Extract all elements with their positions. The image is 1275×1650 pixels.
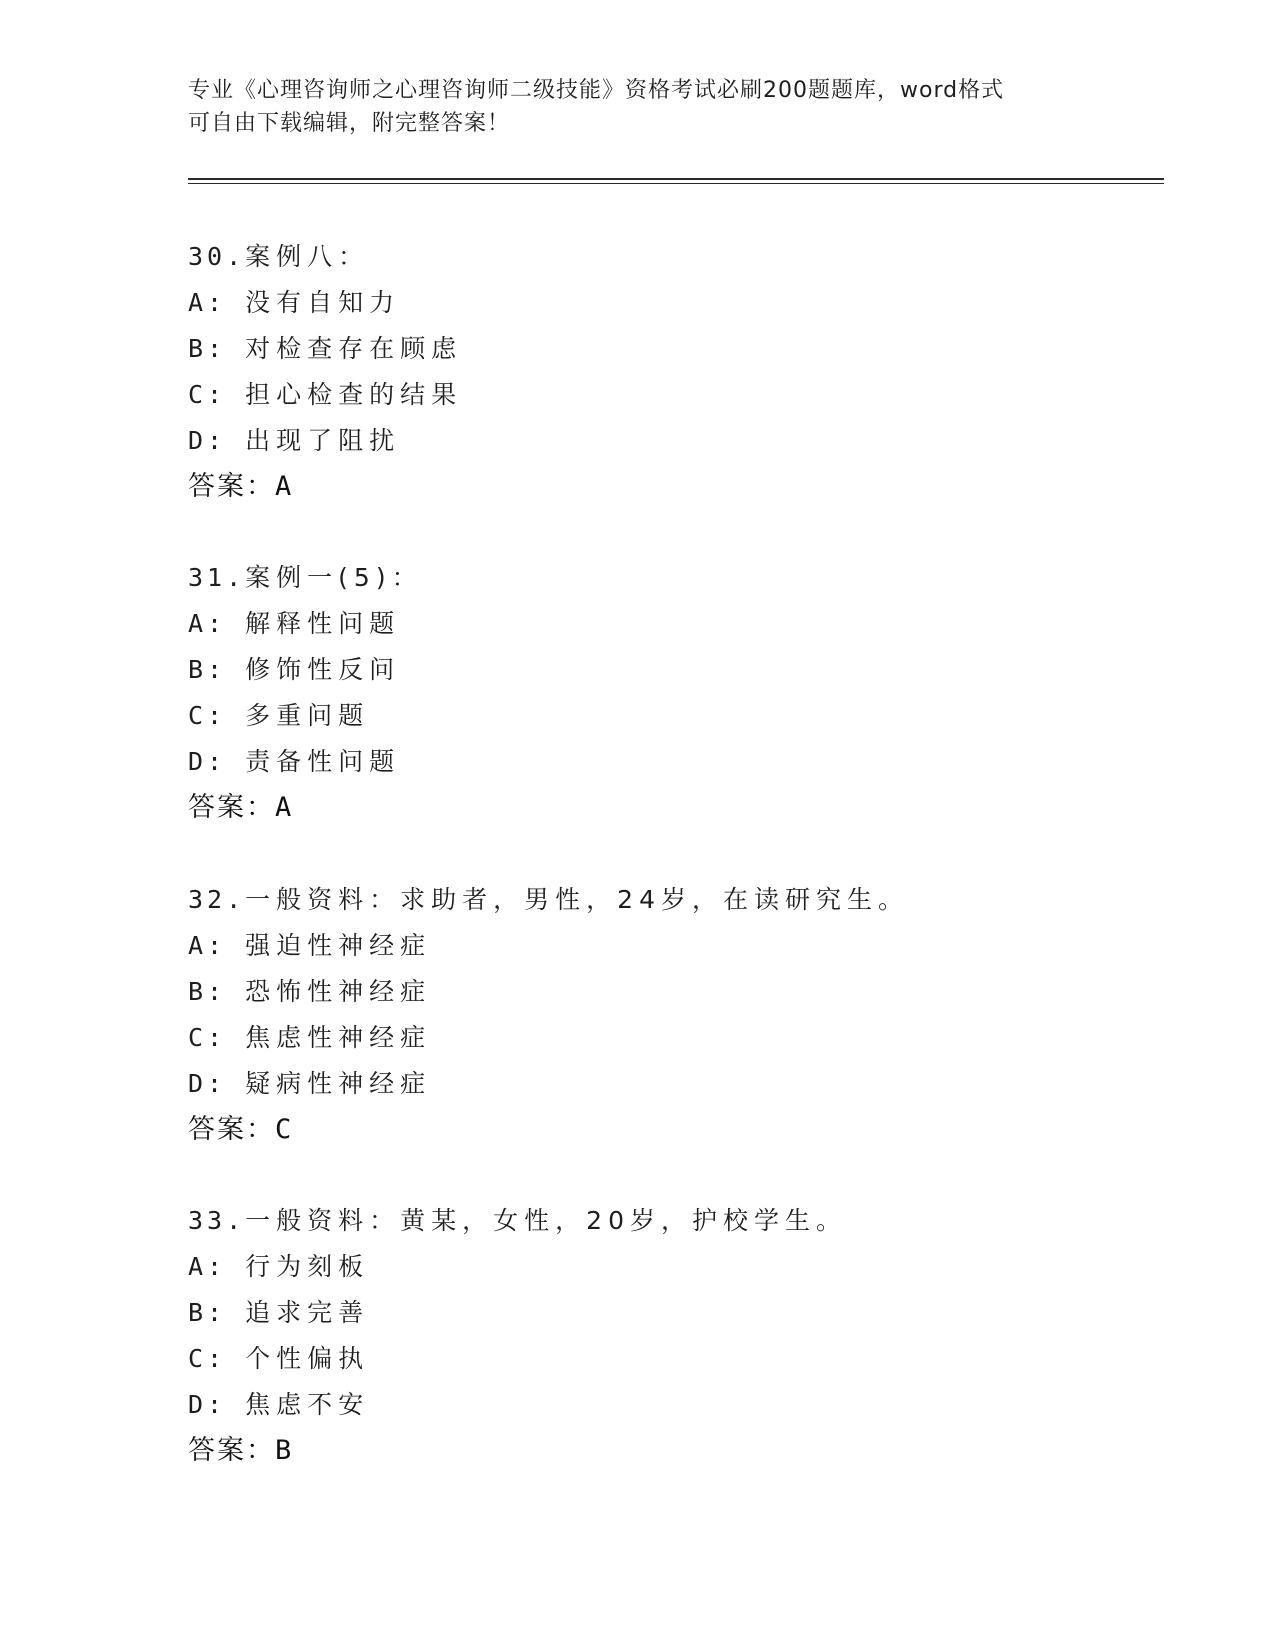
option-b bbox=[188, 969, 1088, 1015]
option-text: 个性偏执 bbox=[245, 1344, 370, 1373]
question-32 bbox=[188, 877, 1088, 1153]
header-divider-thin bbox=[188, 183, 1164, 184]
question-stem bbox=[188, 877, 1088, 923]
option-letter: B: bbox=[188, 977, 227, 1006]
option-letter: B: bbox=[188, 1298, 227, 1327]
answer-line bbox=[188, 1107, 1088, 1153]
option-c bbox=[188, 693, 1088, 739]
question-number: 32. bbox=[188, 885, 246, 914]
question-number: 30. bbox=[188, 242, 246, 271]
option-a bbox=[188, 1244, 1088, 1290]
option-a bbox=[188, 280, 1088, 326]
question-number: 33. bbox=[188, 1206, 246, 1235]
option-letter: C: bbox=[188, 701, 227, 730]
document-header bbox=[188, 74, 1068, 140]
answer-label: 答案： bbox=[188, 1435, 275, 1466]
header-line-1: 专业《心理咨询师之心理咨询师二级技能》资格考试必刷200题题库，word格式 bbox=[188, 78, 1005, 103]
question-30 bbox=[188, 234, 1088, 510]
option-b bbox=[188, 647, 1088, 693]
header-divider-thick bbox=[188, 178, 1164, 180]
answer-value: A bbox=[275, 792, 294, 823]
answer-line bbox=[188, 785, 1088, 831]
option-letter: A: bbox=[188, 288, 227, 317]
option-letter: D: bbox=[188, 747, 227, 776]
option-letter: B: bbox=[188, 334, 227, 363]
question-text: 一般资料：黄某，女性，20岁，护校学生。 bbox=[245, 1206, 847, 1235]
option-letter: B: bbox=[188, 655, 227, 684]
question-33 bbox=[188, 1198, 1088, 1474]
option-d bbox=[188, 739, 1088, 785]
option-text: 修饰性反问 bbox=[245, 655, 401, 684]
option-text: 对检查存在顾虑 bbox=[245, 334, 463, 363]
option-c bbox=[188, 372, 1088, 418]
question-text: 案例八： bbox=[245, 242, 370, 271]
option-letter: D: bbox=[188, 1069, 227, 1098]
answer-line bbox=[188, 1428, 1088, 1474]
option-letter: D: bbox=[188, 426, 227, 455]
option-a bbox=[188, 923, 1088, 969]
option-c bbox=[188, 1015, 1088, 1061]
question-31 bbox=[188, 555, 1088, 831]
option-b bbox=[188, 1290, 1088, 1336]
option-d bbox=[188, 1382, 1088, 1428]
option-text: 恐怖性神经症 bbox=[245, 977, 432, 1006]
question-number: 31. bbox=[188, 563, 246, 592]
option-text: 强迫性神经症 bbox=[245, 931, 432, 960]
answer-value: B bbox=[275, 1435, 294, 1466]
header-line-2: 可自由下载编辑，附完整答案！ bbox=[188, 111, 511, 136]
option-letter: A: bbox=[188, 609, 227, 638]
option-text: 焦虑不安 bbox=[245, 1390, 370, 1419]
option-letter: A: bbox=[188, 1252, 227, 1281]
answer-label: 答案： bbox=[188, 792, 275, 823]
option-text: 行为刻板 bbox=[245, 1252, 370, 1281]
answer-label: 答案： bbox=[188, 1114, 275, 1145]
question-stem bbox=[188, 555, 1088, 601]
option-text: 疑病性神经症 bbox=[245, 1069, 432, 1098]
option-a bbox=[188, 601, 1088, 647]
question-text: 案例一(5)： bbox=[245, 563, 423, 592]
option-letter: C: bbox=[188, 380, 227, 409]
option-text: 焦虑性神经症 bbox=[245, 1023, 432, 1052]
option-text: 出现了阻扰 bbox=[245, 426, 401, 455]
option-d bbox=[188, 418, 1088, 464]
option-letter: C: bbox=[188, 1023, 227, 1052]
option-text: 担心检查的结果 bbox=[245, 380, 463, 409]
option-text: 没有自知力 bbox=[245, 288, 401, 317]
option-text: 解释性问题 bbox=[245, 609, 401, 638]
option-text: 追求完善 bbox=[245, 1298, 370, 1327]
question-stem bbox=[188, 234, 1088, 280]
answer-value: A bbox=[275, 471, 294, 502]
option-c bbox=[188, 1336, 1088, 1382]
option-letter: A: bbox=[188, 931, 227, 960]
answer-line bbox=[188, 464, 1088, 510]
option-text: 责备性问题 bbox=[245, 747, 401, 776]
answer-value: C bbox=[275, 1114, 294, 1145]
question-text: 一般资料：求助者，男性，24岁，在读研究生。 bbox=[245, 885, 909, 914]
question-stem bbox=[188, 1198, 1088, 1244]
option-d bbox=[188, 1061, 1088, 1107]
option-text: 多重问题 bbox=[245, 701, 370, 730]
answer-label: 答案： bbox=[188, 471, 275, 502]
option-b bbox=[188, 326, 1088, 372]
option-letter: D: bbox=[188, 1390, 227, 1419]
option-letter: C: bbox=[188, 1344, 227, 1373]
